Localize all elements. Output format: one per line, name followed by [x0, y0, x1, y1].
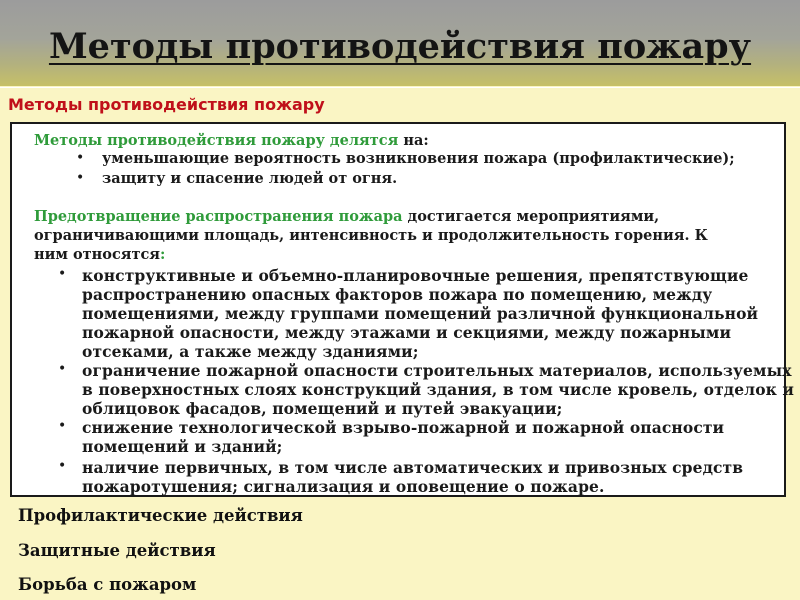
measure-line: снижение технологической взрыво-пожарной и пожарной опасности: [82, 418, 725, 437]
intro-line: [34, 132, 429, 149]
nav-item-protective[interactable]: Защитные действия: [18, 541, 216, 560]
measure-line: распространению опасных факторов пожара по помещению, между: [82, 285, 713, 304]
prevention-highlight: Предотвращение распространения пожара: [34, 208, 403, 225]
measure-line: помещениями, между группами помещений различной функциональной: [82, 304, 759, 323]
measure-line: ограничение пожарной опасности строительных материалов, используемых: [82, 361, 792, 380]
header-divider: [0, 87, 800, 88]
bullet-icon: •: [58, 458, 67, 474]
measure-line: наличие первичных, в том числе автоматических и привозных средств: [82, 458, 744, 477]
intro-bullet: защиту и спасение людей от огня.: [102, 170, 398, 187]
slide-title: Методы противодействия пожару: [48, 26, 752, 67]
intro-rest: на:: [398, 132, 429, 149]
bullet-icon: •: [58, 266, 67, 282]
slide-subtitle: Методы противодействия пожару: [8, 95, 325, 114]
intro-highlight: Методы противодействия пожару делятся: [34, 132, 399, 149]
nav-item-firefighting[interactable]: Борьба с пожаром: [18, 575, 197, 594]
measure-line: пожарной опасности, между этажами и секциями, между пожарными: [82, 323, 732, 342]
prevention-line: [34, 208, 659, 225]
nav-item-prophylactic[interactable]: Профилактические действия: [18, 506, 303, 525]
prevention-line3: ним относятся: [34, 246, 161, 263]
prevention-line: [34, 246, 165, 263]
bullet-icon: •: [58, 418, 67, 434]
measure-line: пожаротушения; сигнализация и оповещение о пожаре.: [82, 477, 605, 496]
measure-line: облицовок фасадов, помещений и путей эвакуации;: [82, 399, 563, 418]
measure-line: конструктивные и объемно-планировочные решения, препятствующие: [82, 266, 749, 285]
bullet-icon: •: [58, 361, 67, 377]
prevention-line: ограничивающими площадь, интенсивность и продолжительность горения. К: [34, 227, 708, 244]
measure-line: отсеками, а также между зданиями;: [82, 342, 419, 361]
bullet-icon: •: [76, 150, 85, 166]
prevention-rest: достигается мероприятиями,: [402, 208, 660, 225]
intro-bullet: уменьшающие вероятность возникновения пожара (профилактические);: [102, 150, 735, 167]
measure-line: помещений и зданий;: [82, 437, 283, 456]
measure-line: в поверхностных слоях конструкций здания, в том числе кровель, отделок и: [82, 380, 795, 399]
prevention-colon: :: [160, 246, 166, 263]
content-box: [10, 122, 795, 497]
bullet-icon: •: [76, 170, 85, 186]
